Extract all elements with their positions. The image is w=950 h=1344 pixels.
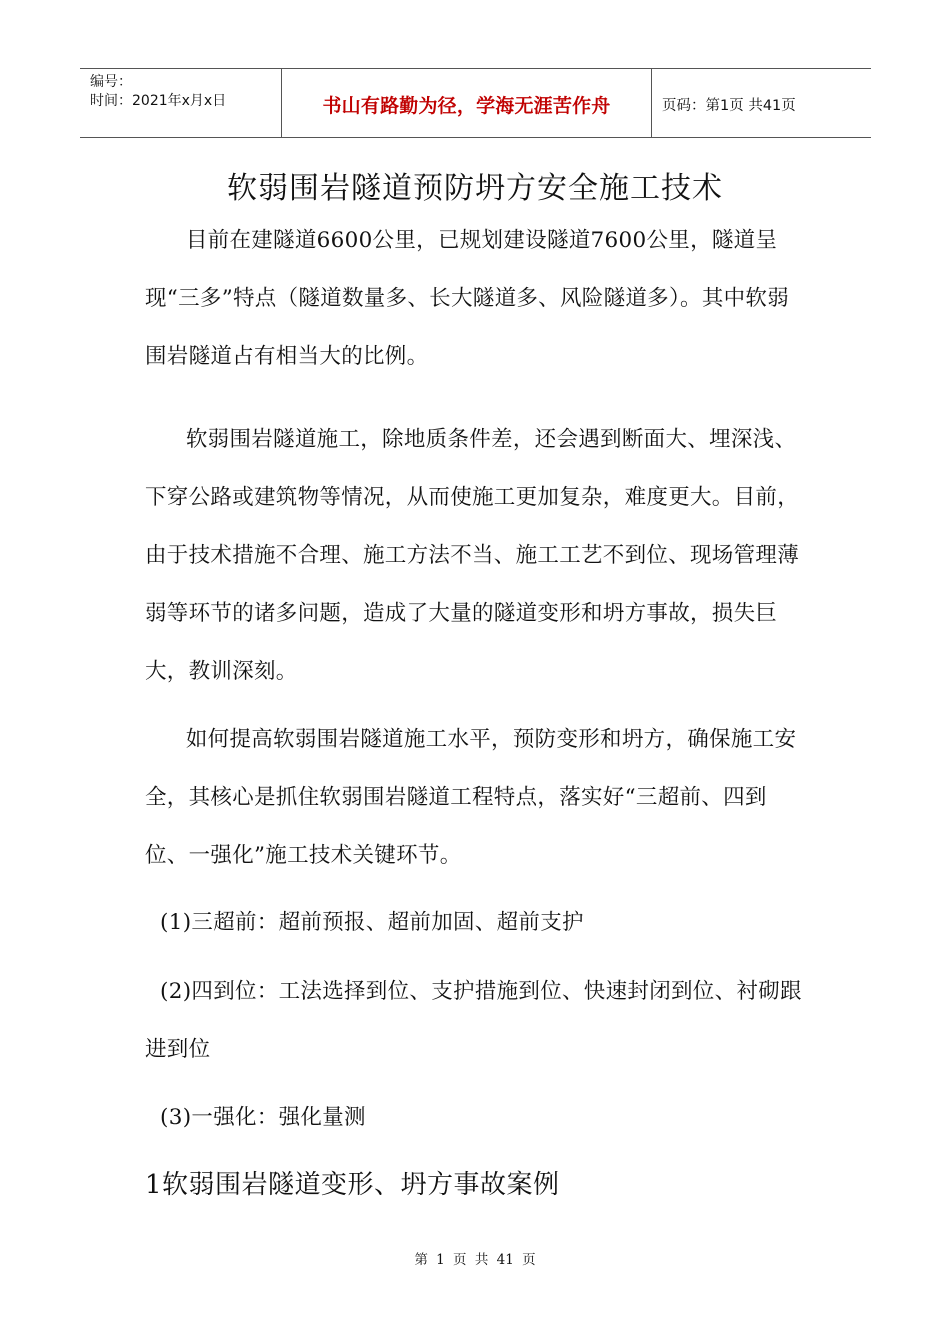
header-page-cell	[652, 69, 871, 137]
list-item-3: (3)一强化：强化量测	[160, 1105, 366, 1130]
document-title: 软弱围岩隧道预防坍方安全施工技术	[227, 171, 723, 206]
paragraph-1: 目前在建隧道6600公里，已规划建设隧道7600公里，隧道呈现“三多”特点（隧道数量多、长大隧道多、风险隧道多）。其中软弱围岩隧道占有相当大的比例。	[145, 228, 790, 369]
list-item-1: (1)三超前：超前预报、超前加固、超前支护	[160, 910, 584, 935]
header-meta-cell	[80, 69, 282, 137]
header-motto-cell	[282, 69, 652, 137]
page-footer: 第 1 页 共 41 页	[414, 1252, 536, 1268]
paragraph-3: 如何提高软弱围岩隧道施工水平，预防变形和坍方，确保施工安全，其核心是抓住软弱围岩隧道工程特点，落实好“三超前、四到位、一强化”施工技术关键环节。	[145, 727, 797, 868]
document-header-table	[80, 68, 871, 138]
list-item-2: (2)四到位：工法选择到位、支护措施到位、快速封闭到位、衬砌跟进到位	[145, 979, 802, 1062]
page-info-text: 页码：第1页 共41页	[662, 97, 796, 114]
paragraph-2: 软弱围岩隧道施工，除地质条件差，还会遇到断面大、埋深浅、下穿公路或建筑物等情况，从而使施工更加复杂，难度更大。目前，由于技术措施不合理、施工方法不当、施工工艺不到位、现场管理薄弱等环节的诸多问题，造成了大量的隧道变形和坍方事故，损失巨大，教训深刻。	[145, 427, 800, 684]
document-date-label: 时间：2021年x月x日	[90, 93, 227, 109]
document-number-label: 编号：	[90, 74, 132, 90]
section-heading: 1软弱围岩隧道变形、坍方事故案例	[145, 1170, 560, 1200]
motto-text: 书山有路勤为径，学海无涯苦作舟	[322, 94, 611, 117]
